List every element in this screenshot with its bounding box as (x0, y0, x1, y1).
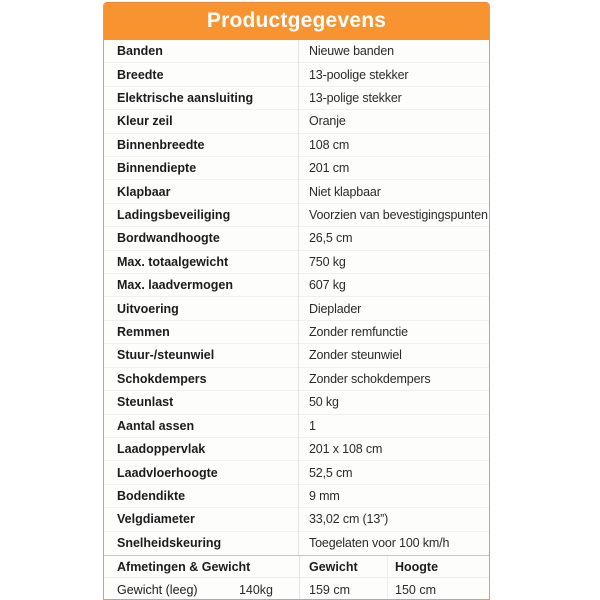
spec-label: Klapbaar (117, 184, 171, 199)
spec-row (104, 63, 489, 86)
spec-label: Kleur zeil (117, 114, 173, 129)
spec-value: Dieplader (309, 301, 362, 316)
spec-row (104, 391, 489, 414)
spec-value: Zonder remfunctie (309, 325, 408, 340)
spec-label: Binnenbreedte (117, 137, 205, 152)
spec-row (104, 110, 489, 133)
page-title: Productgegevens (206, 9, 387, 32)
spec-table (104, 40, 489, 555)
spec-row (104, 368, 489, 391)
product-specs-card (103, 2, 490, 600)
spec-value: Niet klapbaar (309, 184, 381, 199)
spec-label: Max. totaalgewicht (117, 254, 229, 269)
spec-label: Snelheidskeuring (117, 536, 222, 551)
dimensions-header-row (104, 556, 489, 579)
spec-label: Uitvoering (117, 301, 179, 316)
dimensions-row-label: Gewicht (leeg) (117, 582, 198, 597)
dimensions-section (104, 555, 489, 600)
spec-label: Laadvloerhoogte (117, 465, 218, 480)
spec-row (104, 227, 489, 250)
dimensions-data-row (104, 578, 489, 600)
dimensions-row-label-value: 140kg (238, 582, 273, 597)
spec-value: 201 x 108 cm (309, 442, 383, 457)
spec-row (104, 344, 489, 367)
dimensions-hoogte-value: 150 cm (387, 578, 489, 600)
spec-value: 13-polige stekker (309, 91, 402, 106)
dimensions-label-cell (104, 583, 299, 597)
spec-value: Toegelaten voor 100 km/h (309, 536, 450, 551)
spec-label: Remmen (117, 325, 170, 340)
spec-row (104, 438, 489, 461)
dimensions-gewicht-value: 159 cm (299, 578, 387, 600)
spec-value: 9 mm (309, 488, 340, 503)
spec-value: 1 (309, 418, 316, 433)
spec-label: Max. laadvermogen (117, 278, 234, 293)
spec-value: 52,5 cm (309, 465, 353, 480)
spec-value: 108 cm (309, 137, 350, 152)
spec-label: Laadoppervlak (117, 442, 206, 457)
spec-row (104, 251, 489, 274)
spec-row (104, 321, 489, 344)
spec-value: 750 kg (309, 254, 346, 269)
spec-row (104, 415, 489, 438)
spec-label: Stuur-/steunwiel (117, 348, 215, 363)
spec-row (104, 40, 489, 63)
spec-value: Zonder schokdempers (309, 371, 431, 386)
spec-label: Bordwandhoogte (117, 231, 220, 246)
dimensions-header-hoogte: Hoogte (387, 556, 489, 578)
spec-label: Binnendiepte (117, 161, 197, 176)
spec-label: Banden (117, 44, 163, 59)
spec-value: 201 cm (309, 161, 350, 176)
spec-row (104, 180, 489, 203)
spec-row (104, 157, 489, 180)
spec-row (104, 87, 489, 110)
spec-value: Oranje (309, 114, 346, 129)
spec-row (104, 532, 489, 555)
spec-value: Nieuwe banden (309, 44, 394, 59)
spec-label: Breedte (117, 67, 164, 82)
spec-value: 50 kg (309, 395, 339, 410)
spec-label: Schokdempers (117, 371, 207, 386)
spec-label: Steunlast (117, 395, 174, 410)
spec-row (104, 134, 489, 157)
dimensions-header-title: Afmetingen & Gewicht (117, 559, 251, 574)
spec-label: Velgdiameter (117, 512, 195, 527)
spec-row (104, 485, 489, 508)
spec-value: 33,02 cm (13”) (309, 512, 389, 527)
spec-row (104, 461, 489, 484)
spec-value: 607 kg (309, 278, 346, 293)
spec-row (104, 274, 489, 297)
spec-label: Ladingsbeveiliging (117, 208, 231, 223)
spec-label: Elektrische aansluiting (117, 91, 254, 106)
spec-label: Aantal assen (117, 418, 195, 433)
card-header (103, 2, 490, 40)
spec-value: 13-poolige stekker (309, 67, 409, 82)
spec-row (104, 204, 489, 227)
spec-row (104, 297, 489, 320)
spec-label: Bodendikte (117, 488, 186, 503)
spec-value: Voorzien van bevestigingspunten (309, 208, 488, 223)
spec-row (104, 508, 489, 531)
spec-value: 26,5 cm (309, 231, 353, 246)
spec-value: Zonder steunwiel (309, 348, 402, 363)
dimensions-header-gewicht: Gewicht (299, 556, 387, 578)
